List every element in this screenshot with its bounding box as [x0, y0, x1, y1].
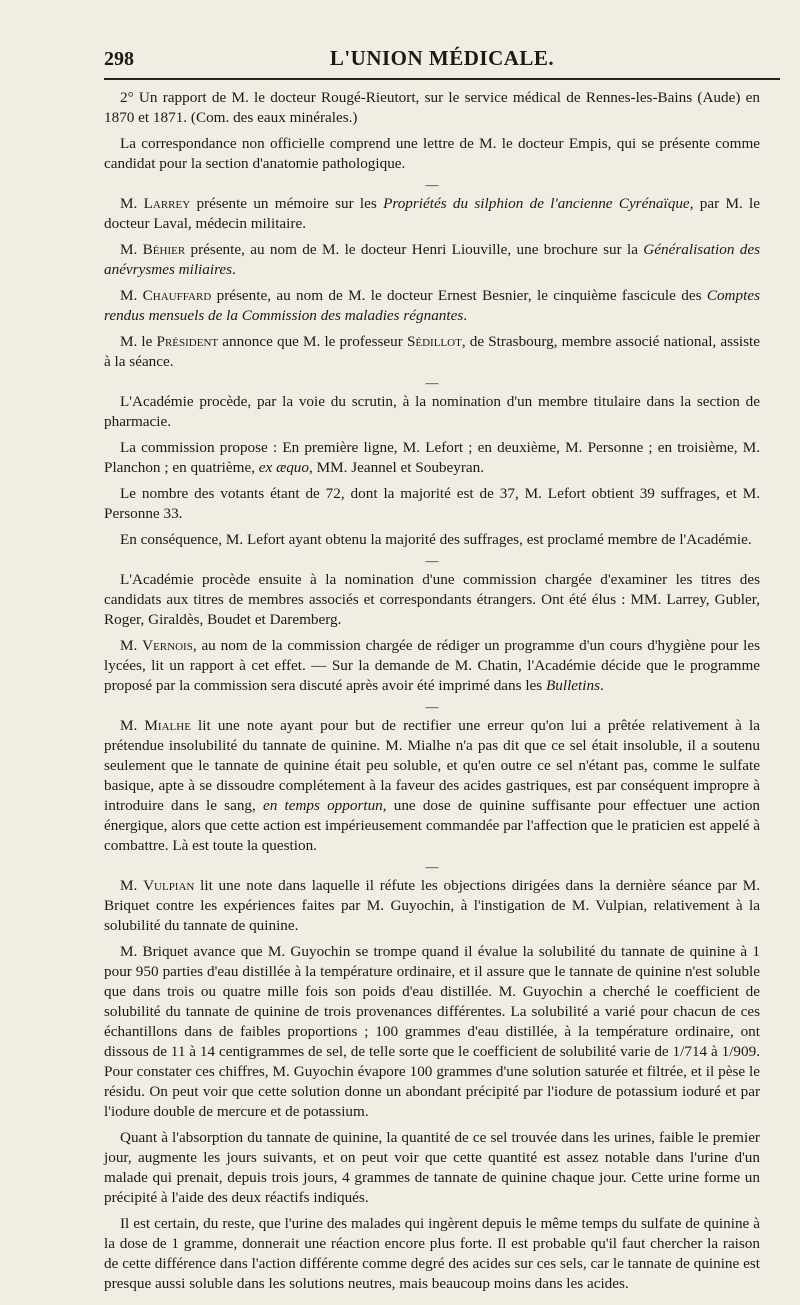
work-title: Propriétés du silphion de l'ancienne Cyrénaïque	[383, 195, 690, 212]
paragraph: 2° Un rapport de M. le docteur Rougé-Rieutort, sur le service médical de Rennes-les-Bains (Aude) en 1870 et 1871. (Com. des eaux minérales.)	[104, 89, 760, 126]
speaker-name: Larrey	[143, 195, 191, 212]
paragraph: M. Briquet avance que M. Guyochin se trompe quand il évalue la solubilité du tannate de quinine à 1 pour 950 parties d'eau distillée à la température ordinaire, et il assure que le tannate de quinine n'est soluble que dans trois ou quatre mille fois son poids d'eau distillée. M. Guyochin a cherché le coefficient de solubilité du tannate de quinine de trois provenances différentes. La solubilité a varié pour chacun de ces échantillons dans de faibles proportions ; 100 grammes d'eau distillée, à la température ordinaire, ont dissous de 11 à 14 centigrammes de sel, de telle sorte que le coefficient de solubilité varie de 1/714 à 1/909. Pour constater ces chiffres, M. Guyochin évapore 100 grammes d'une solution saturée et filtrée, et il pèse le résidu. On peut voir que cette solution donne un abondant précipité par l'iodure de potassium ioduré et par l'iodure double de mercure et de potassium.	[104, 943, 760, 1120]
separator: —	[425, 375, 439, 390]
paragraph: Le nombre des votants étant de 72, dont la majorité est de 37, M. Lefort obtient 39 suffrages, et M. Personne 33.	[104, 485, 760, 522]
paragraph: M. Chauffard présente, au nom de M. le docteur Ernest Besnier, le cinquième fascicule des Comptes rendus mensuels de la Commission des maladies régnantes.	[104, 287, 760, 324]
speaker-name: Sédillot	[406, 333, 462, 350]
page-header	[104, 40, 780, 80]
work-title: Généralisation des anévrysmes miliaires	[104, 241, 761, 278]
article-body	[104, 88, 760, 1300]
paragraph: La commission propose : En première ligne, M. Lefort ; en deuxième, M. Personne ; en troisième, M. Planchon ; en quatrième, ex æquo, MM. Jeannel et Soubeyran.	[104, 439, 760, 476]
speaker-name: Chauffard	[142, 287, 212, 304]
paragraph: L'Académie procède, par la voie du scrutin, à la nomination d'un membre titulaire dans la section de pharmacie.	[104, 393, 760, 430]
page-number: 298	[104, 48, 134, 70]
speaker-name: Béhier	[142, 241, 186, 258]
separator: —	[425, 859, 439, 874]
separator: —	[425, 699, 439, 714]
speaker-name: Vernois	[142, 637, 193, 654]
paragraph: M. le Président annonce que M. le professeur Sédillot, de Strasbourg, membre associé national, assiste à la séance.	[104, 333, 761, 370]
paragraph: La correspondance non officielle comprend une lettre de M. le docteur Empis, qui se présente comme candidat pour la section d'anatomie pathologique.	[104, 135, 760, 172]
speaker-name: Président	[156, 333, 219, 350]
paragraph: L'Académie procède ensuite à la nomination d'une commission chargée d'examiner les titres des candidats aux titres de membres associés et correspondants étrangers. Ont été élus : MM. Larrey, Gubler, Roger, Giraldès, Boudet et Daremberg.	[104, 571, 760, 628]
paragraph: M. Vulpian lit une note dans laquelle il réfute les objections dirigées dans la dernière séance par M. Briquet contre les expériences faites par M. Guyochin, à l'instigation de M. Vulpian, relativement à la solubilité du tannate de quinine.	[104, 877, 760, 934]
work-title: Comptes rendus mensuels de la Commission des maladies régnantes	[104, 287, 760, 324]
paragraph: M. Larrey présente un mémoire sur les Propriétés du silphion de l'ancienne Cyrénaïque, par M. le docteur Laval, médecin militaire.	[104, 195, 760, 232]
paragraph: M. Béhier présente, au nom de M. le docteur Henri Liouville, une brochure sur la Généralisation des anévrysmes miliaires.	[104, 241, 761, 278]
speaker-name: Vulpian	[143, 877, 195, 894]
paragraph: Quant à l'absorption du tannate de quinine, la quantité de ce sel trouvée dans les urines, faible le premier jour, augmente les jours suivants, et on peut voir que cette quantité est assez notable dans l'urine d'un malade qui prenait, depuis trois jours, 4 grammes de tannate de quinine chaque jour. Cette urine forme un précipité à l'aide des deux réactifs indiqués.	[104, 1129, 760, 1206]
speaker-name: Mialhe	[144, 717, 191, 734]
running-title: L'UNION MÉDICALE.	[329, 46, 555, 70]
paragraph: M. Vernois, au nom de la commission chargée de rédiger un programme d'un cours d'hygiène pour les lycées, lit un rapport à cet effet. — Sur la demande de M. Chatin, l'Académie décide que le programme proposé par la commission sera discuté après avoir été imprimé dans les Bulletins.	[104, 637, 760, 694]
paragraph: Il est certain, du reste, que l'urine des malades qui ingèrent depuis le même temps du sulfate de quinine à la dose de 1 gramme, donnerait une réaction encore plus forte. Il est probable qu'il faut chercher la raison de cette différence dans l'action différente comme degré des acides sur ces sels, car le tannate de quinine est presque aussi soluble dans les solutions neutres, mais beaucoup moins dans les acides.	[104, 1215, 760, 1292]
separator: —	[425, 553, 439, 568]
header-rule	[104, 78, 780, 80]
paragraph: M. Mialhe lit une note ayant pour but de rectifier une erreur qu'on lui a prêtée relativement à la prétendue insolubilité du tannate de quinine. M. Mialhe n'a pas dit que ce sel était insoluble, il a soutenu seulement que le tannate de quinine était peu soluble, et qu'en outre ce sel n'étant pas, comme le sulfate basique, apte à se dissoudre complétement à la faveur des acides gastriques, est par conséquent impropre à introduire dans le sang, en temps opportun, une dose de quinine suffisante pour effectuer une action énergique, alors que cette action est impérieusement commandée par l'affection que le praticien est appelé à combattre. Là est toute la question.	[104, 717, 761, 854]
paragraph: En conséquence, M. Lefort ayant obtenu la majorité des suffrages, est proclamé membre de l'Académie.	[120, 531, 752, 548]
separator: —	[425, 177, 439, 192]
